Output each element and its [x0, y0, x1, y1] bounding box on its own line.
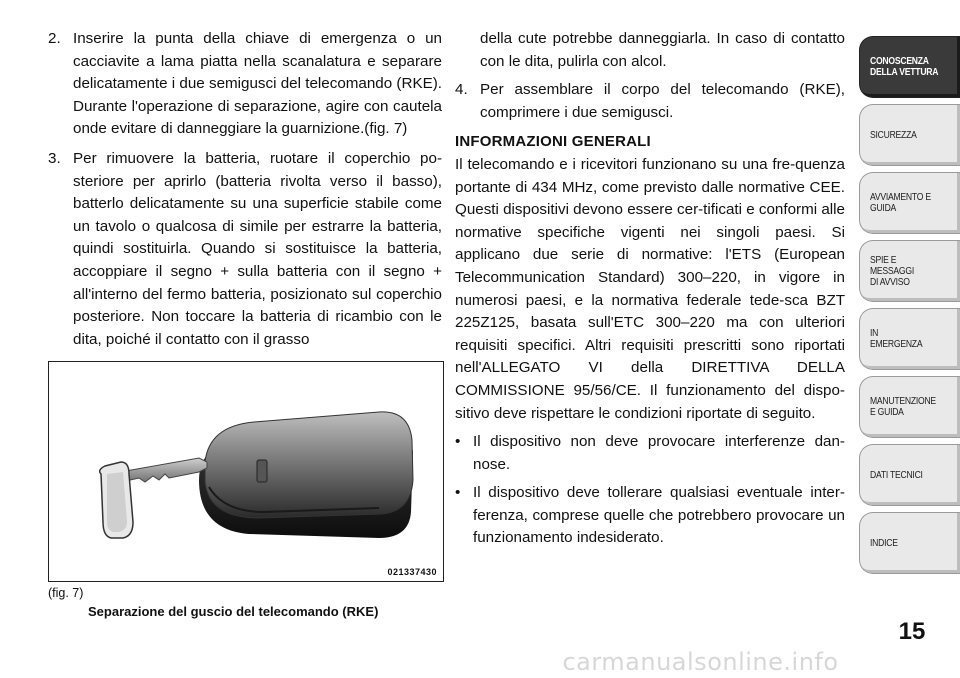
tab-manutenzione[interactable]: MANUTENZIONE E GUIDA — [859, 376, 960, 438]
figure-key-fob-separation — [48, 361, 444, 582]
step-2 — [48, 28, 442, 141]
section-heading: INFORMAZIONI GENERALI — [455, 133, 651, 151]
page-number: 15 — [898, 618, 926, 645]
tab-sicurezza[interactable]: SICUREZZA — [859, 104, 960, 166]
right-column — [455, 28, 845, 550]
tab-conoscenza-della-vettura[interactable]: CONOSCENZA DELLA VETTURA — [859, 36, 960, 98]
watermark: carmanualsonline.info — [562, 648, 839, 676]
step-text: Per rimuovere la batteria, ruotare il coperchio po-steriore per aprirlo (batteria rivolta verso il basso), batterlo delicatamente su una superficie stabile come un tavolo o qualcosa di simile per estrarre la batteria, quindi sostituirla. Quando si sostituisce la batteria, accoppiare il segno + sulla batteria con il segno + all'interno del fermo batteria, posizionato sul coperchio posteriore. Non toccare la batteria di ricambio con le dita, poiché il contatto con il grasso — [73, 149, 442, 348]
figure-label: (fig. 7) — [48, 586, 84, 600]
step-text: Per assemblare il corpo del telecomando (RKE), comprimere i due semigusci. — [480, 81, 845, 121]
tab-dati-tecnici[interactable]: DATI TECNICI — [859, 444, 960, 506]
step-number: 2. — [48, 30, 61, 47]
figure-caption: Separazione del guscio del telecomando (RKE) — [88, 604, 379, 619]
tab-indice[interactable]: INDICE — [859, 512, 960, 574]
step-3 — [48, 148, 442, 351]
key-fob-illustration — [49, 362, 443, 581]
section-paragraph: Il telecomando e i ricevitori funzionano su una fre-quenza portante di 434 MHz, come previsto dalle normative CEE. Questi dispositivi devono essere cer-tificati e conformi alle normative specifiche vigenti nei singoli paesi. Si applicano due serie di normative: l'ETS (European Telecommunication Standard) 300–220, in vigore in numerosi paesi, e la normativa federale tede-sca BZT 225Z125, basata sull'ETC 300–220 ma con ulteriori requisiti specifici. Altri requisiti prescritti sono riportati nell'ALLEGATO VI della DIRETTIVA DELLA COMMISSIONE 95/56/CE. Il funzionamento del dispo-sitivo deve rispettare le condizioni riportate di seguito. — [455, 155, 845, 422]
tab-spie-e-messaggi[interactable]: SPIE E MESSAGGI DI AVVISO — [859, 240, 960, 302]
step-number: 4. — [455, 81, 468, 99]
bullet-item — [455, 482, 845, 550]
figure-code: 021337430 — [387, 567, 437, 577]
step-text: Inserire la punta della chiave di emergenza o un cacciavite a lama piatta nella scanalatura e separare delicatamente i due semigusci del telecomando (RKE). Durante l'operazione di separazione, agire con cautela onde evitare di danneggiare la guarnizione.(fig. 7) — [73, 30, 442, 138]
chapter-tabs — [859, 36, 960, 580]
tab-in-emergenza[interactable]: IN EMERGENZA — [859, 308, 960, 370]
bullet-icon: • — [455, 484, 461, 502]
tab-avviamento-e-guida[interactable]: AVVIAMENTO E GUIDA — [859, 172, 960, 234]
bullet-icon: • — [455, 433, 461, 451]
step-3-continuation: della cute potrebbe danneggiarla. In caso di contatto con le dita, pulirla con alcol. — [480, 30, 845, 70]
step-number: 3. — [48, 149, 61, 167]
bullet-text: Il dispositivo deve tollerare qualsiasi eventuale inter-ferenza, comprese quelle che potrebbero provocare un funzionamento indesiderato. — [473, 484, 845, 547]
left-column — [48, 28, 442, 358]
step-4 — [455, 79, 845, 124]
bullet-text: Il dispositivo non deve provocare interferenze dan-nose. — [473, 433, 845, 473]
bullet-item — [455, 431, 845, 476]
